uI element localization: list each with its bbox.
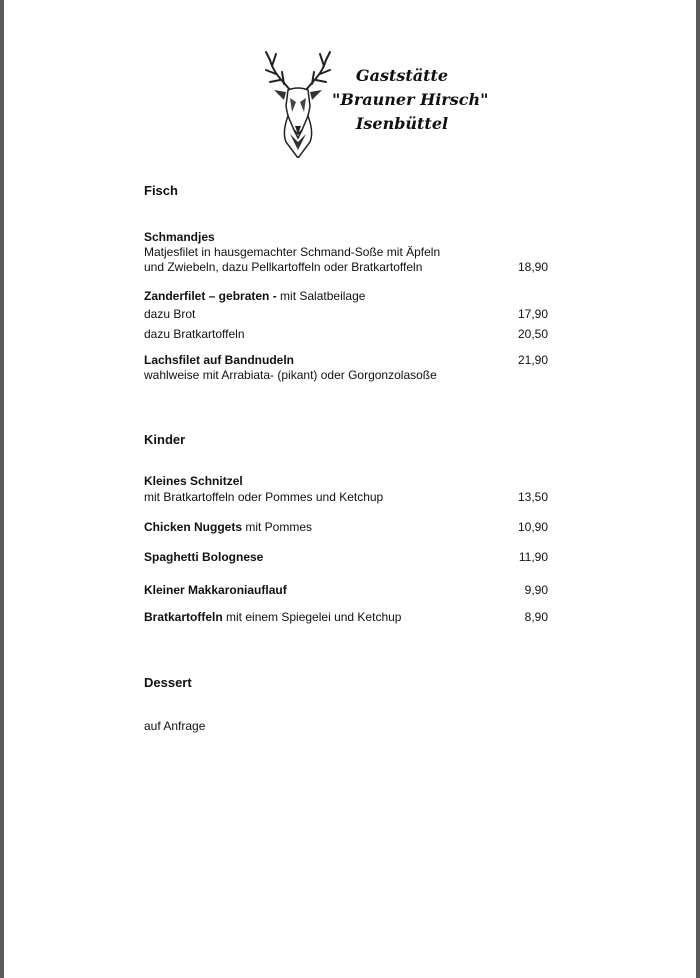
item-price-chicken-nuggets: 10,90 [517,520,548,534]
item-option-bratkartoffeln: dazu Bratkartoffeln [144,327,245,341]
item-desc-schmandjes-2: und Zwiebeln, dazu Pellkartoffeln oder Bratkartoffeln [144,260,423,274]
item-desc-schnitzel: mit Bratkartoffeln oder Pommes und Ketchup [144,490,384,504]
item-price-bratkartoffeln: 8,90 [524,610,548,624]
item-price-makkaroni: 9,90 [524,583,548,597]
item-price-schnitzel: 13,50 [517,490,548,504]
item-name-bratkartoffeln: Bratkartoffeln [144,610,223,624]
item-name-schnitzel: Kleines Schnitzel [144,474,243,488]
item-name-chicken-nuggets: Chicken Nuggets [144,520,243,534]
item-suffix-bratkartoffeln: mit einem Spiegelei und Ketchup [222,610,402,624]
item-bratkartoffeln [144,610,401,625]
item-name-makkaroni: Kleiner Makkaroniauflauf [144,583,287,597]
section-title-dessert: Dessert [144,675,192,690]
item-suffix-zanderfilet: mit Salatbeilage [276,289,366,303]
section-title-fisch: Fisch [144,183,178,198]
item-zanderfilet [144,289,365,304]
logo-line-2: "Brauner Hirsch" [332,90,489,109]
item-name-lachsfilet: Lachsfilet auf Bandnudeln [144,353,295,367]
item-price-zander-brot: 17,90 [517,307,548,321]
item-name-spaghetti: Spaghetti Bolognese [144,550,264,564]
item-price-spaghetti: 11,90 [518,550,548,564]
restaurant-logo [262,46,489,158]
item-desc-lachsfilet: wahlweise mit Arrabiata- (pikant) oder Gorgonzolasoße [144,368,437,382]
logo-line-1: Gaststätte [355,66,449,85]
item-desc-schmandjes-1: Matjesfilet in hausgemachter Schmand-Soße mit Äpfeln [144,245,441,259]
dessert-note: auf Anfrage [144,719,206,733]
item-name-schmandjes: Schmandjes [144,230,215,244]
item-price-schmandjes: 18,90 [517,260,548,274]
item-name-zanderfilet: Zanderfilet – gebraten - [144,289,277,303]
restaurant-name [332,64,489,136]
section-title-kinder: Kinder [144,432,186,447]
menu-page [4,0,696,978]
logo-line-3: Isenbüttel [355,114,449,133]
item-chicken-nuggets [144,520,312,535]
item-suffix-chicken-nuggets: mit Pommes [242,520,313,534]
item-option-brot: dazu Brot [144,307,196,321]
item-price-lachsfilet: 21,90 [517,353,548,367]
stag-head-icon [262,46,334,158]
item-price-zander-bratkartoffeln: 20,50 [517,327,548,341]
